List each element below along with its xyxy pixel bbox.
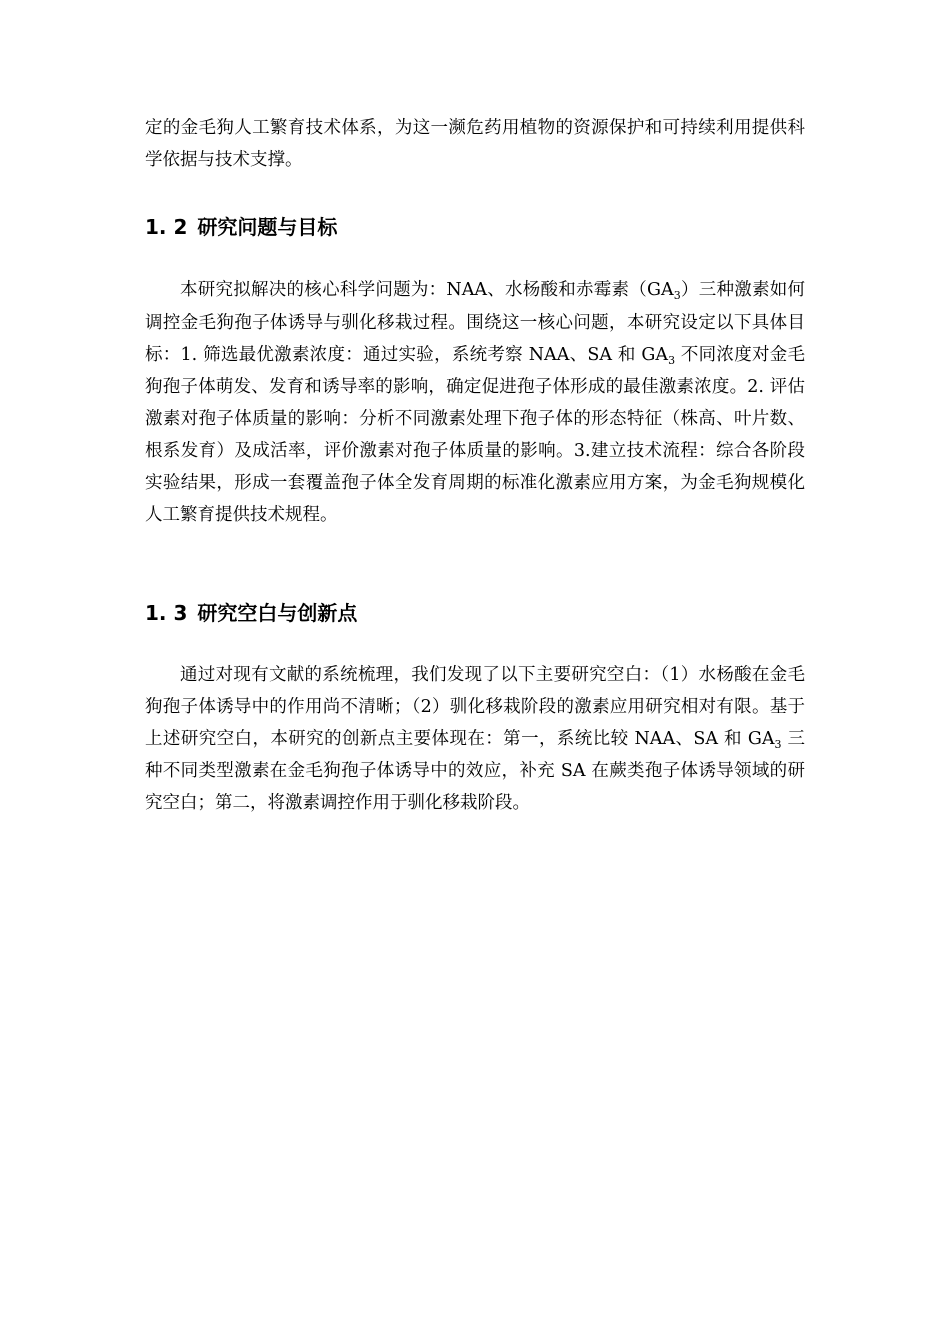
subscript: 3 (668, 353, 676, 367)
section-title: 研究问题与目标 (197, 215, 338, 239)
intro-paragraph (145, 113, 805, 177)
section-heading-1-2 (145, 213, 337, 241)
subscript: 3 (774, 737, 782, 751)
section-1-2-paragraph (145, 275, 805, 531)
paragraph-text-part-2: ）三种激素如何调控金毛狗孢子体诱导与驯化移栽过程。围绕这一核心问题，本研究设定以下具体目标：1. 筛选最优激素浓度：通过实验，系统考察 NAA、SA 和 GA (145, 280, 805, 365)
section-number: 1. 2 (145, 215, 188, 239)
section-heading-1-3 (145, 599, 357, 627)
subscript: 3 (673, 289, 681, 302)
paragraph-text-part-3: 不同浓度对金毛狗孢子体萌发、发育和诱导率的影响，确定促进孢子体形成的最佳激素浓度。2. 评估激素对孢子体质量的影响：分析不同激素处理下孢子体的形态特征（株高、叶片数、根系发育）及成活率，评价激素对孢子体质量的影响。3.建立技术流程：综合各阶段实验结果，形成一套覆盖孢子体全发育周期的标准化激素应用方案，为金毛狗规模化人工繁育提供技术规程。 (145, 344, 806, 525)
intro-text: 定的金毛狗人工繁育技术体系，为这一濒危药用植物的资源保护和可持续利用提供科学依据与技术支撑。 (145, 118, 805, 170)
section-number: 1. 3 (145, 601, 188, 625)
paragraph-text-part-2: 三种不同类型激素在金毛狗孢子体诱导中的效应，补充 SA 在蕨类孢子体诱导领域的研究空白；第二，将激素调控作用于驯化移栽阶段。 (145, 728, 805, 814)
section-1-3-paragraph (145, 660, 805, 820)
section-title: 研究空白与创新点 (197, 601, 358, 625)
paragraph-text-part-1: 通过对现有文献的系统梳理，我们发现了以下主要研究空白：（1）水杨酸在金毛狗孢子体诱导中的作用尚不清晰；（2）驯化移栽阶段的激素应用研究相对有限。基于上述研究空白，本研究的创新点主要体现在：第一，系统比较 NAA、SA 和 GA (145, 665, 805, 749)
paragraph-text-part-1: 本研究拟解决的核心科学问题为：NAA、水杨酸和赤霉素（GA (180, 280, 674, 300)
